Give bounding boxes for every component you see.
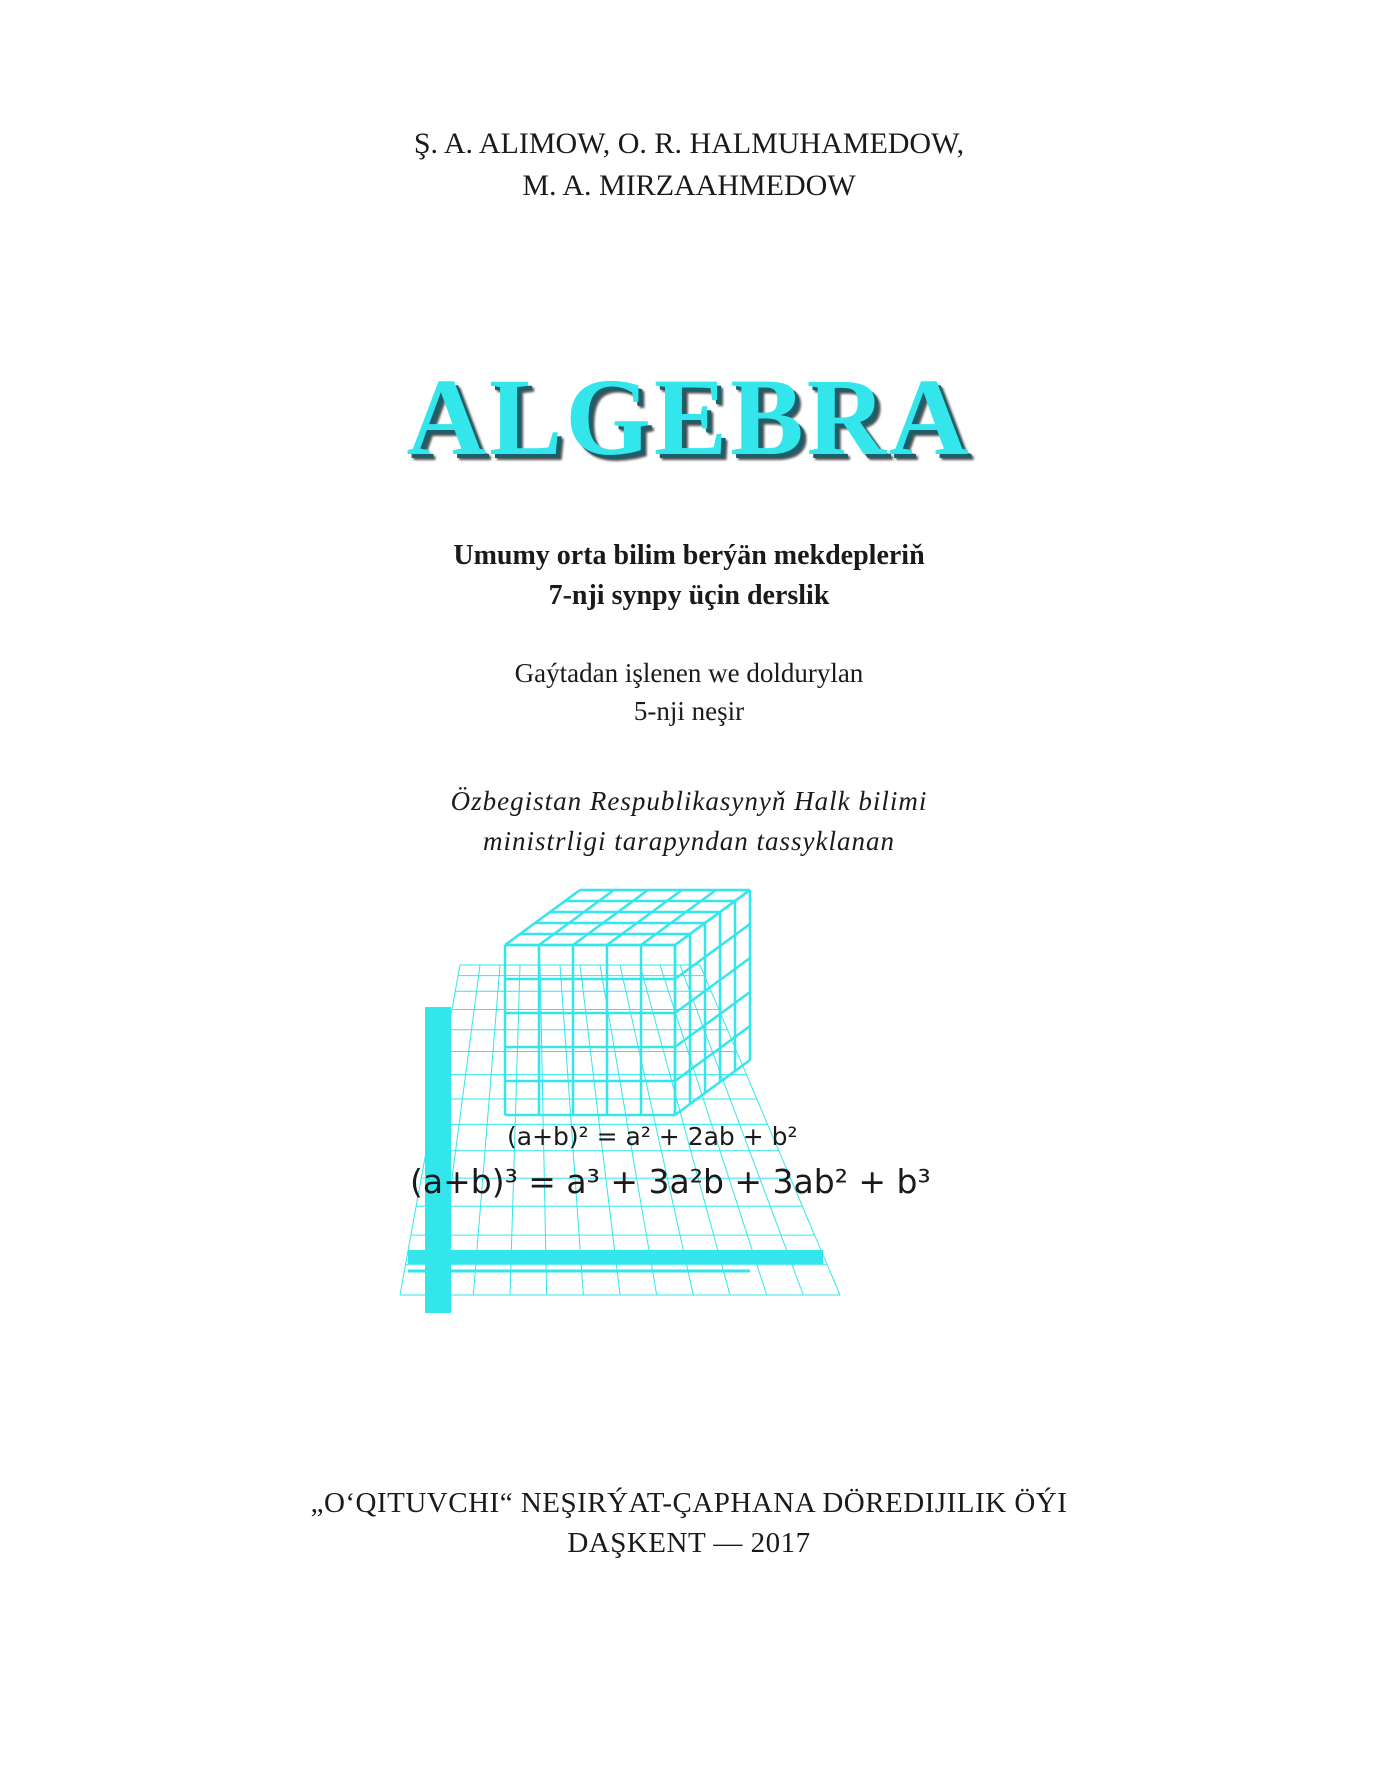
approval-line-1: Özbegistan Respublikasynyň Halk bilimi [450, 786, 928, 816]
cube-formula: (a+b)³ = a³ + 3a²b + 3ab² + b³ [410, 1162, 931, 1201]
horizontal-bar [408, 1250, 823, 1264]
subtitle-line-1: Umumy orta bilim berýän mekdepleriň [453, 540, 925, 571]
cube-grid-illustration [400, 895, 931, 1325]
authors-line-2: M. A. MIRZAAHMEDOW [522, 169, 856, 202]
cube-icon [505, 890, 750, 1115]
authors [0, 123, 1378, 207]
edition-line-1: Gaýtadan işlenen we doldurylan [514, 658, 864, 688]
subtitle [0, 536, 1378, 616]
publisher-line-2: DAŞKENT — 2017 [567, 1527, 811, 1559]
publisher [0, 1483, 1378, 1563]
approval-note [0, 781, 1378, 861]
vertical-bar [425, 1007, 451, 1313]
edition-line-2: 5-nji neşir [633, 696, 745, 726]
subtitle-line-2: 7-nji synpy üçin derslik [548, 580, 830, 611]
authors-line-1: Ş. A. ALIMOW, O. R. HALMUHAMEDOW, [413, 127, 965, 160]
edition-note [0, 654, 1378, 730]
publisher-line-1: „O‘QITUVCHI“ NEŞIRÝAT-ÇAPHANA DÖREDIJILIK ÖÝI [310, 1487, 1068, 1519]
square-formula: (a+b)² = a² + 2ab + b² [507, 1122, 798, 1151]
approval-line-2: ministrligi tarapyndan tassyklanan [483, 826, 895, 856]
book-title: ALGEBRA [406, 356, 972, 478]
